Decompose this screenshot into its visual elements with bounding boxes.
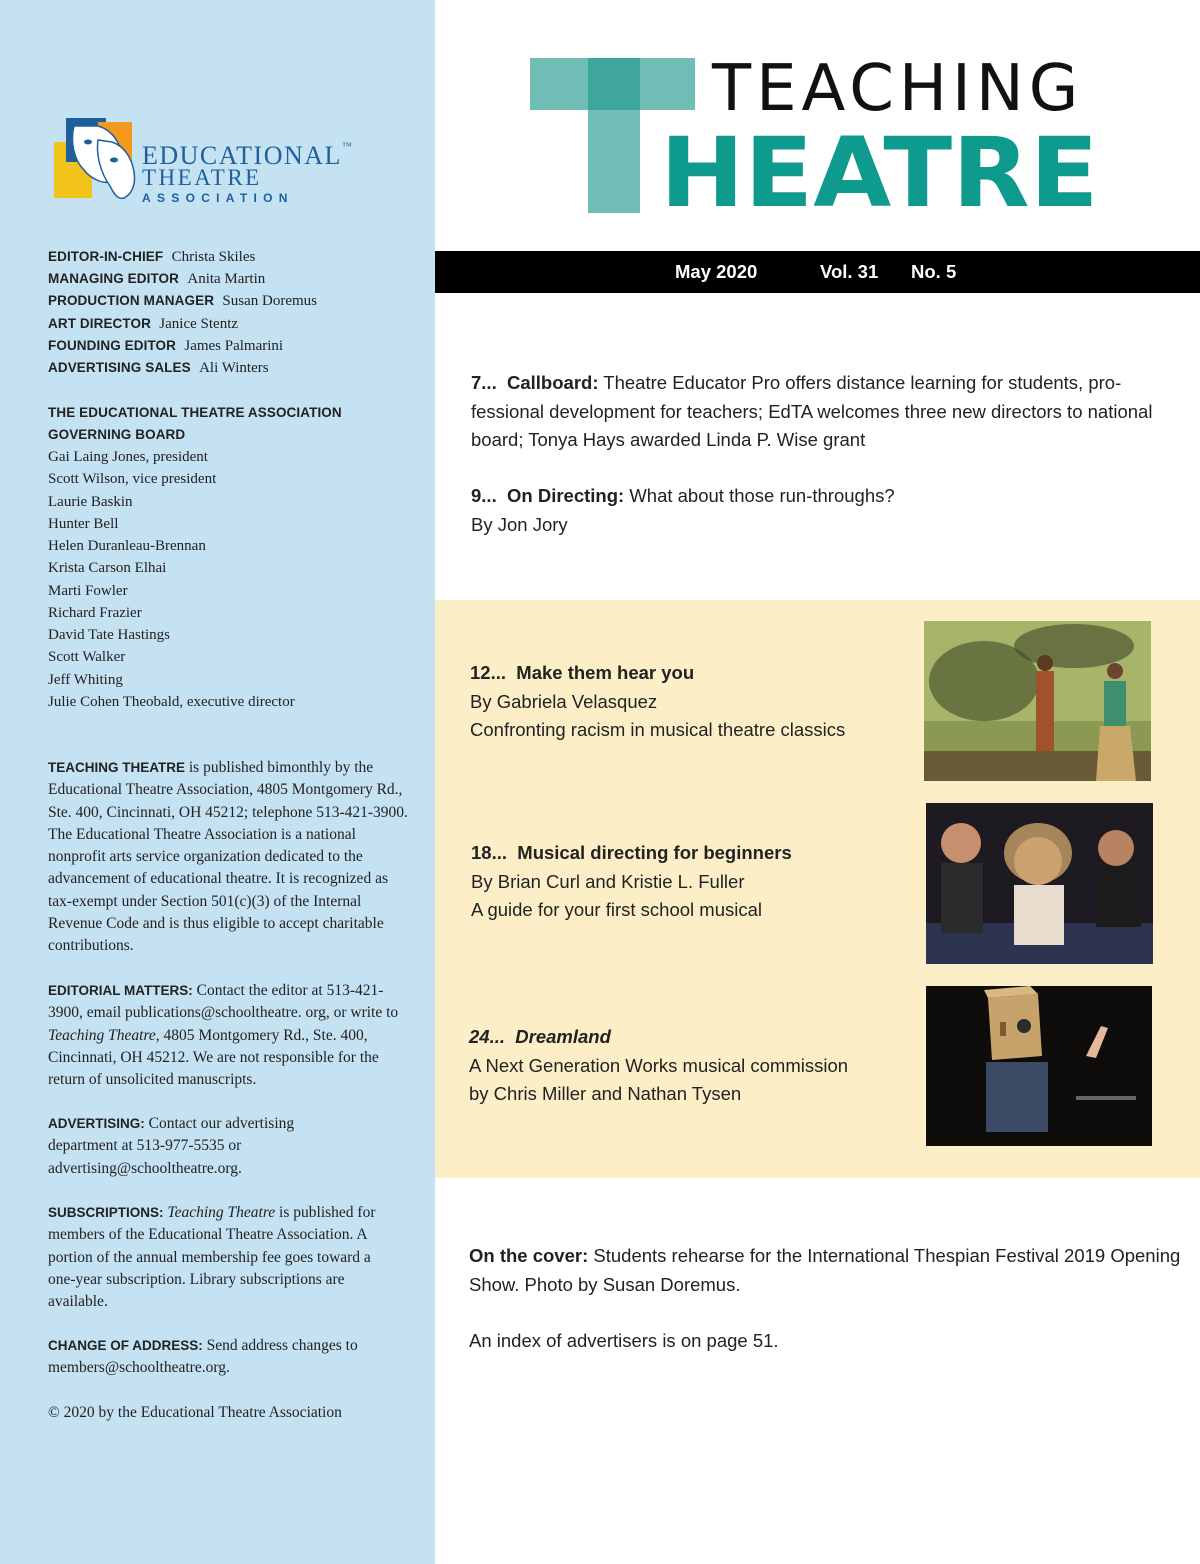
publication-info: TEACHING THEATRE is published bimonthly by the Educational Theatre Association, 4805 Montgomery Rd., Ste. 400, Cincinnati, OH 45212; telephone 513-421-3900. The Educational Theatre Association is a national nonprofit arts service organization dedicated to the advancement of educational theatre. It is recognized as tax-exempt under Section 501(c)(3) of the Internal Revenue Code and is thus eligible to accept charitable contributions. (48, 759, 408, 955)
feature-photo-make-them-hear-you[interactable] (924, 621, 1151, 781)
masthead-title-theatre: HEATRE (660, 117, 1099, 229)
issue-bar (435, 251, 1200, 293)
board-member: David Tate Hastings (48, 627, 170, 643)
board-member: Laurie Baskin (48, 494, 133, 510)
staff-entry: MANAGING EDITOR Anita Martin (48, 271, 266, 287)
advertising-info: ADVERTISING: Contact our advertising department at 513-977-5535 or advertising@schooltheatre.org. (48, 1115, 295, 1177)
toc-entry-on-directing[interactable]: 9... On Directing: What about those run-throughs? By Jon Jory (471, 485, 895, 535)
staff-entry: PRODUCTION MANAGER Susan Doremus (48, 293, 317, 309)
board-member: Jeff Whiting (48, 672, 123, 688)
issue-number: No. 5 (911, 261, 957, 282)
feature-photo-musical-directing[interactable] (926, 803, 1153, 964)
change-of-address: CHANGE OF ADDRESS: Send address changes to members@schooltheatre.org. (48, 1337, 358, 1377)
stage-photo-image (924, 621, 1151, 781)
board-member: Marti Fowler (48, 583, 128, 599)
subscriptions-info: SUBSCRIPTIONS: Teaching Theatre is published for members of the Educational Theatre Association. A portion of the annual membership fee goes toward a one-year subscription. Library subscriptions are available. (48, 1204, 376, 1311)
staff-entry: EDITOR-IN-CHIEF Christa Skiles (48, 249, 256, 265)
logo-wordmark-educational: EDUCATIONAL™ (142, 141, 354, 170)
copyright: © 2020 by the Educational Theatre Association (48, 1404, 342, 1421)
cover-caption: On the cover: Students rehearse for the International Thespian Festival 2019 Opening Show. Photo by Susan Doremus. (469, 1245, 1181, 1295)
toc-entry-feature[interactable]: 24... Dreamland A Next Generation Works musical commission by Chris Miller and Nathan Tysen (469, 1026, 849, 1104)
editorial-matters: EDITORIAL MATTERS: Contact the editor at 513-421-3900, email publications@schooltheatre. org, or write to Teaching Theatre, 4805 Montgomery Rd., Ste. 400, Cincinnati, OH 45212. We are not responsible for the return of unsolicited manuscripts. (48, 982, 399, 1089)
issue-date: May 2020 (675, 261, 758, 282)
board-member: Helen Duranleau-Brennan (48, 538, 206, 554)
advertiser-index-note: An index of advertisers is on page 51. (469, 1330, 779, 1351)
board-member: Gai Laing Jones, president (48, 449, 208, 465)
performers-photo-image (926, 803, 1153, 964)
masthead-title-teaching: TEACHING (712, 52, 1084, 126)
board-member: Scott Walker (48, 649, 126, 665)
feature-photo-dreamland[interactable] (926, 986, 1152, 1146)
board-member: Krista Carson Elhai (48, 560, 167, 576)
toc-entry-callboard[interactable]: 7... Callboard: Theatre Educator Pro offers distance learning for students, pro- fessional development for teachers; EdTA welcomes three new directors to national board; Tonya Hays awarded Linda P. Wise grant (471, 372, 1153, 450)
logo-wordmark-theatre: THEATRE (142, 165, 262, 190)
board-member: Scott Wilson, vice president (48, 471, 217, 487)
toc-entry-feature[interactable]: 12... Make them hear you By Gabriela Velasquez Confronting racism in musical theatre classics (470, 662, 846, 740)
board-member: Hunter Bell (48, 516, 119, 532)
box-head-performer-photo-image (926, 986, 1152, 1146)
logo-wordmark-association: ASSOCIATION (142, 191, 294, 205)
staff-entry: FOUNDING EDITOR James Palmarini (48, 338, 284, 354)
board-heading: THE EDUCATIONAL THEATRE ASSOCIATION (48, 405, 342, 420)
staff-entry: ART DIRECTOR Janice Stentz (48, 316, 239, 332)
issue-volume: Vol. 31 (820, 261, 879, 282)
masthead-sidebar (0, 0, 435, 1564)
board-member: Richard Frazier (48, 605, 142, 621)
board-member: Julie Cohen Theobald, executive director (48, 694, 295, 710)
toc-entry-feature[interactable]: 18... Musical directing for beginners By Brian Curl and Kristie L. Fuller A guide for your first school musical (471, 842, 792, 920)
board-heading: GOVERNING BOARD (48, 427, 186, 442)
staff-entry: ADVERTISING SALES Ali Winters (48, 360, 269, 376)
